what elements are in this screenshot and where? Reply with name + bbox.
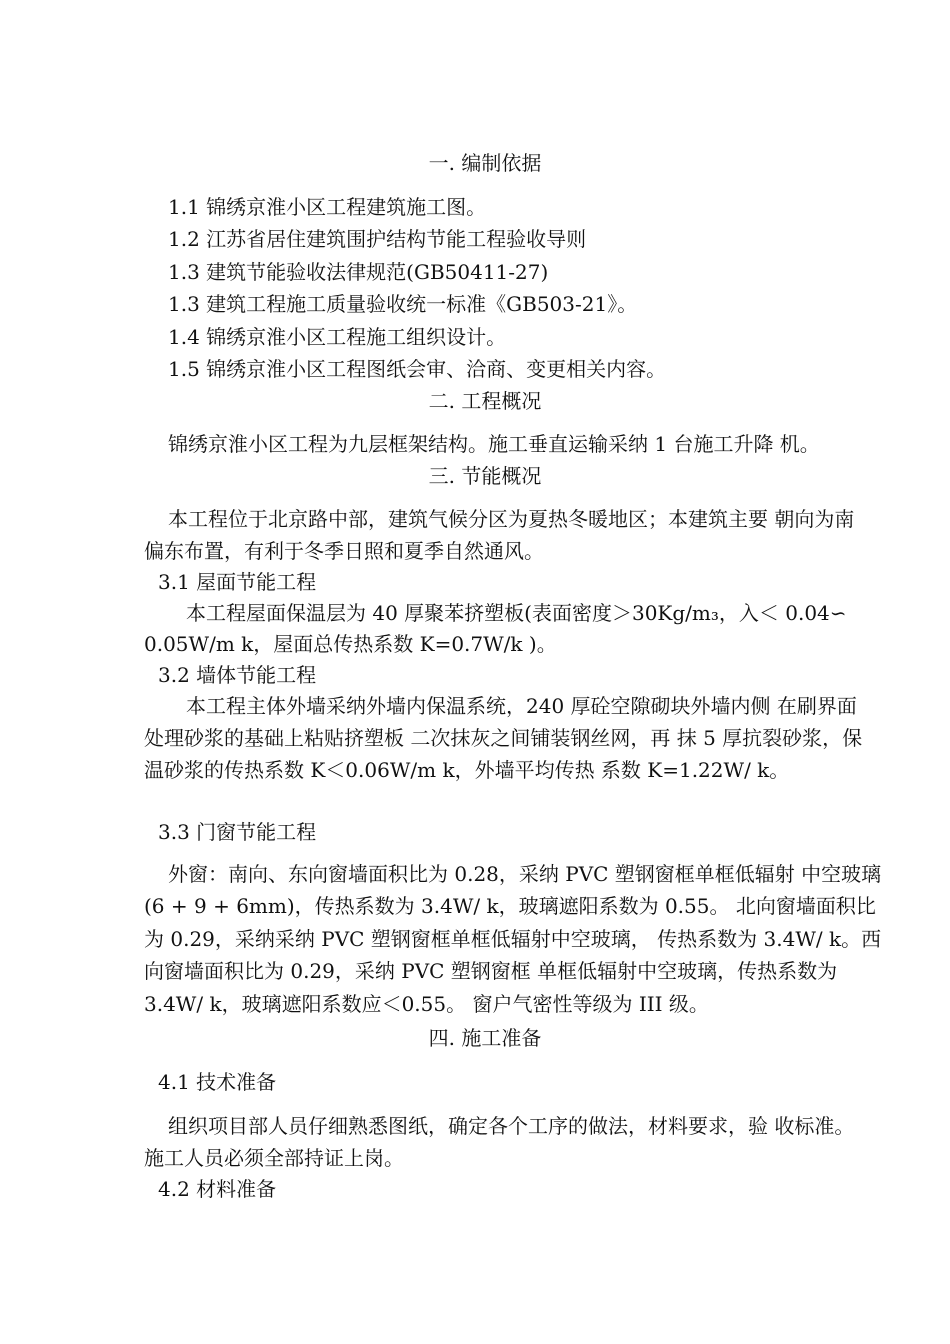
section-1-item-6: 1.5 锦绣京淮小区工程图纸会审、洽商、变更相关内容。	[168, 357, 667, 381]
window-title: 3.3 门窗节能工程	[158, 820, 317, 844]
section-3-title: 三. 节能概况	[428, 464, 542, 488]
wall-line-2: 处理砂浆的基础上粘贴挤塑板 二次抹灰之间铺装钢丝网，再 抹 5 厚抗裂砂浆，保	[144, 726, 863, 750]
roof-line-1: 本工程屋面保温层为 40 厚聚苯挤塑板(表面密度＞30Kg/m₃，入＜ 0.04∽	[186, 601, 847, 625]
wall-line-3: 温砂浆的传热系数 K＜0.06W/m k，外墙平均传热 系数 K=1.22W/ k。	[144, 758, 790, 782]
window-line-4: 向窗墙面积比为 0.29，采纳 PVC 塑钢窗框 单框低辐射中空玻璃，传热系数为	[144, 959, 838, 983]
section-1-title: 一. 编制依据	[428, 151, 542, 175]
section-3-intro-line-2: 偏东布置，有利于冬季日照和夏季自然通风。	[144, 539, 544, 563]
wall-title: 3.2 墙体节能工程	[158, 663, 317, 687]
section-4-title: 四. 施工准备	[428, 1026, 542, 1050]
section-1-item-1: 1.1 锦绣京淮小区工程建筑施工图。	[168, 195, 487, 219]
material-prep-title: 4.2 材料准备	[158, 1177, 277, 1201]
section-1-item-3: 1.3 建筑节能验收法律规范(GB50411-27)	[168, 260, 549, 284]
window-line-2: (6 + 9 + 6mm)，传热系数为 3.4W/ k，玻璃遮阳系数为 0.55。 北向窗墙面积比	[144, 894, 876, 918]
roof-line-2: 0.05W/m k，屋面总传热系数 K=0.7W/k )。	[144, 632, 557, 656]
wall-line-1: 本工程主体外墙采纳外墙内保温系统，240 厚砼空隙砌块外墙内侧 在刷界面	[186, 694, 857, 718]
tech-prep-line-2: 施工人员必须全部持证上岗。	[144, 1146, 404, 1170]
section-2-title: 二. 工程概况	[428, 389, 542, 413]
window-line-3: 为 0.29，采纳采纳 PVC 塑钢窗框单框低辐射中空玻璃， 传热系数为 3.4W/ k。西	[144, 927, 882, 951]
window-line-5: 3.4W/ k，玻璃遮阳系数应＜0.55。 窗户气密性等级为 III 级。	[144, 992, 709, 1016]
tech-prep-title: 4.1 技术准备	[158, 1070, 277, 1094]
section-3-intro-line-1: 本工程位于北京路中部，建筑气候分区为夏热冬暖地区；本建筑主要 朝向为南	[168, 507, 855, 531]
roof-title: 3.1 屋面节能工程	[158, 570, 317, 594]
section-1-item-5: 1.4 锦绣京淮小区工程施工组织设计。	[168, 325, 507, 349]
section-2-body: 锦绣京淮小区工程为九层框架结构。施工垂直运输采纳 1 台施工升降 机。	[168, 432, 820, 456]
section-1-item-2: 1.2 江苏省居住建筑围护结构节能工程验收导则	[168, 227, 587, 251]
tech-prep-line-1: 组织项目部人员仔细熟悉图纸，确定各个工序的做法，材料要求，验 收标准。	[168, 1114, 855, 1138]
section-1-item-4: 1.3 建筑工程施工质量验收统一标准《GB503-21》。	[168, 292, 638, 316]
window-line-1: 外窗：南向、东向窗墙面积比为 0.28，采纳 PVC 塑钢窗框单框低辐射 中空玻璃	[168, 862, 882, 886]
